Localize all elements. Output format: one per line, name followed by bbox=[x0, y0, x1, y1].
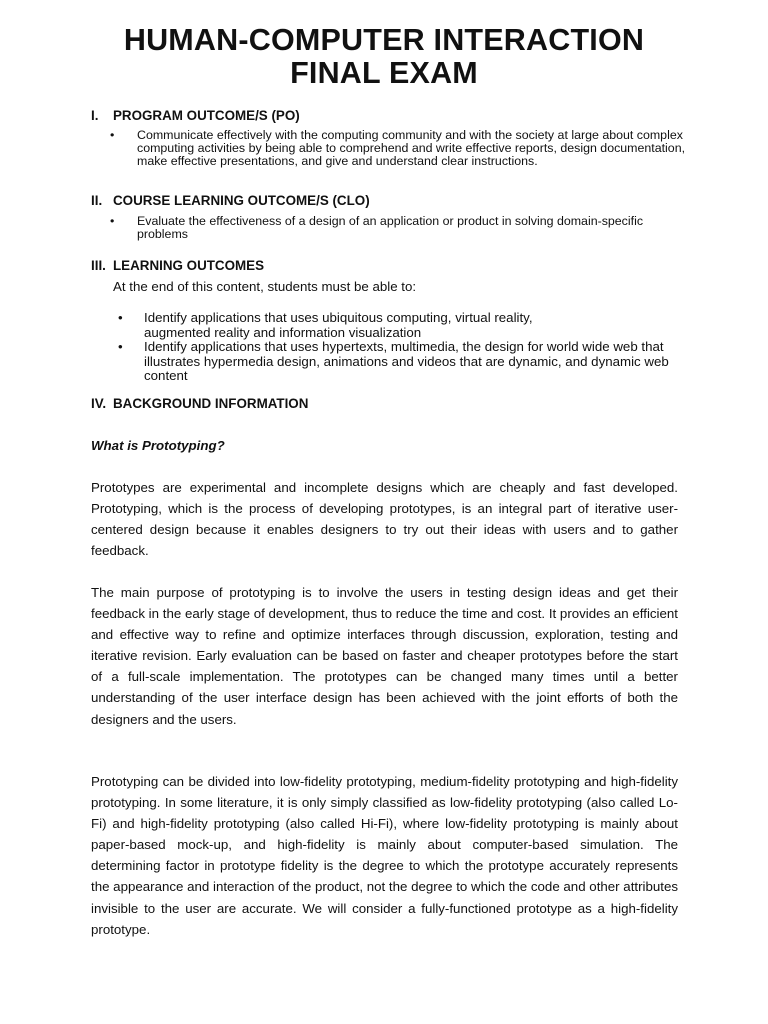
list-item bbox=[118, 311, 584, 340]
title-line-1: HUMAN-COMPUTER INTERACTION bbox=[123, 23, 645, 57]
section-heading-text: COURSE LEARNING OUTCOME/S (CLO) bbox=[113, 193, 370, 208]
subheading-what-is-prototyping: What is Prototyping? bbox=[91, 438, 225, 453]
section-heading-text: PROGRAM OUTCOME/S (PO) bbox=[113, 108, 300, 123]
list-item bbox=[118, 340, 698, 384]
bullet-icon: • bbox=[118, 339, 123, 354]
section-number: II. bbox=[91, 193, 103, 208]
bullet-icon: • bbox=[110, 128, 115, 142]
section-number: IV. bbox=[91, 396, 107, 411]
section-heading-learning-outcomes bbox=[91, 258, 264, 274]
section-number: I. bbox=[91, 108, 99, 123]
section-heading-text: LEARNING OUTCOMES bbox=[113, 258, 265, 273]
page-title bbox=[60, 24, 708, 90]
paragraph-2: The main purpose of prototyping is to involve the users in testing design ideas and get their feedback in the early stage of development, thus to reduce the time and cost. It provides an efficient and effective way to refine and optimize interfaces through discussion, exploration, testing and iterative revision. Early evaluation can be based on faster and cheaper prototypes before the start of a full-scale implementation. The prototypes can be changed many times until a better understanding of the user interface design has been achieved with the joint efforts of both the designers and the users. bbox=[91, 585, 678, 727]
section-heading-background bbox=[91, 396, 308, 412]
section-number: III. bbox=[91, 258, 106, 273]
paragraph-3: Prototyping can be divided into low-fidelity prototyping, medium-fidelity prototyping and high-fidelity prototyping. In some literature, it is only simply classified as low-fidelity prototyping (also called Lo-Fi) and high-fidelity prototyping (also called Hi-Fi), where low-fidelity prototyping is mainly about paper-based mock-up, and high-fidelity is mainly about computer-based simulation. The determining factor in prototype fidelity is the degree to which the prototype accurately represents the appearance and interaction of the product, not the degree to which the code and other attributes invisible to the user are accurate. We will consider a fully-functioned prototype as a high-fidelity prototype. bbox=[91, 774, 678, 937]
learning-outcomes-bullet-list bbox=[118, 311, 698, 384]
section-heading-text: BACKGROUND INFORMATION bbox=[113, 396, 309, 411]
bullet-text: Communicate effectively with the computing community and with the society at large about complex computing activities by being able to comprehend and write effective reports, design documentation, make effective presentations, and give and understand clear instructions. bbox=[137, 128, 686, 168]
section-heading-po bbox=[91, 108, 300, 124]
paragraph-1: Prototypes are experimental and incomplete designs which are cheaply and fast developed. Prototyping, which is the process of developing prototypes, is an integral part of iterative user-centered design because it enables designers to try out their ideas with users and to gather feedback. bbox=[91, 480, 678, 559]
learning-outcomes-intro: At the end of this content, students must be able to: bbox=[113, 279, 417, 294]
list-item bbox=[110, 215, 650, 241]
bullet-icon: • bbox=[110, 214, 115, 228]
clo-bullet-list bbox=[110, 215, 650, 241]
section-heading-clo bbox=[91, 193, 370, 209]
bullet-icon: • bbox=[118, 310, 123, 325]
title-line-2: FINAL EXAM bbox=[290, 56, 478, 90]
list-item bbox=[110, 129, 700, 168]
bullet-text: Evaluate the effectiveness of a design of an application or product in solving domain-specific problems bbox=[137, 214, 644, 241]
po-bullet-list bbox=[110, 129, 700, 168]
bullet-text: Identify applications that uses ubiquitous computing, virtual reality, augmented reality and information visualization bbox=[144, 310, 533, 340]
bullet-text: Identify applications that uses hypertexts, multimedia, the design for world wide web that illustrates hypermedia design, animations and videos that are dynamic, and dynamic web content bbox=[144, 339, 669, 383]
